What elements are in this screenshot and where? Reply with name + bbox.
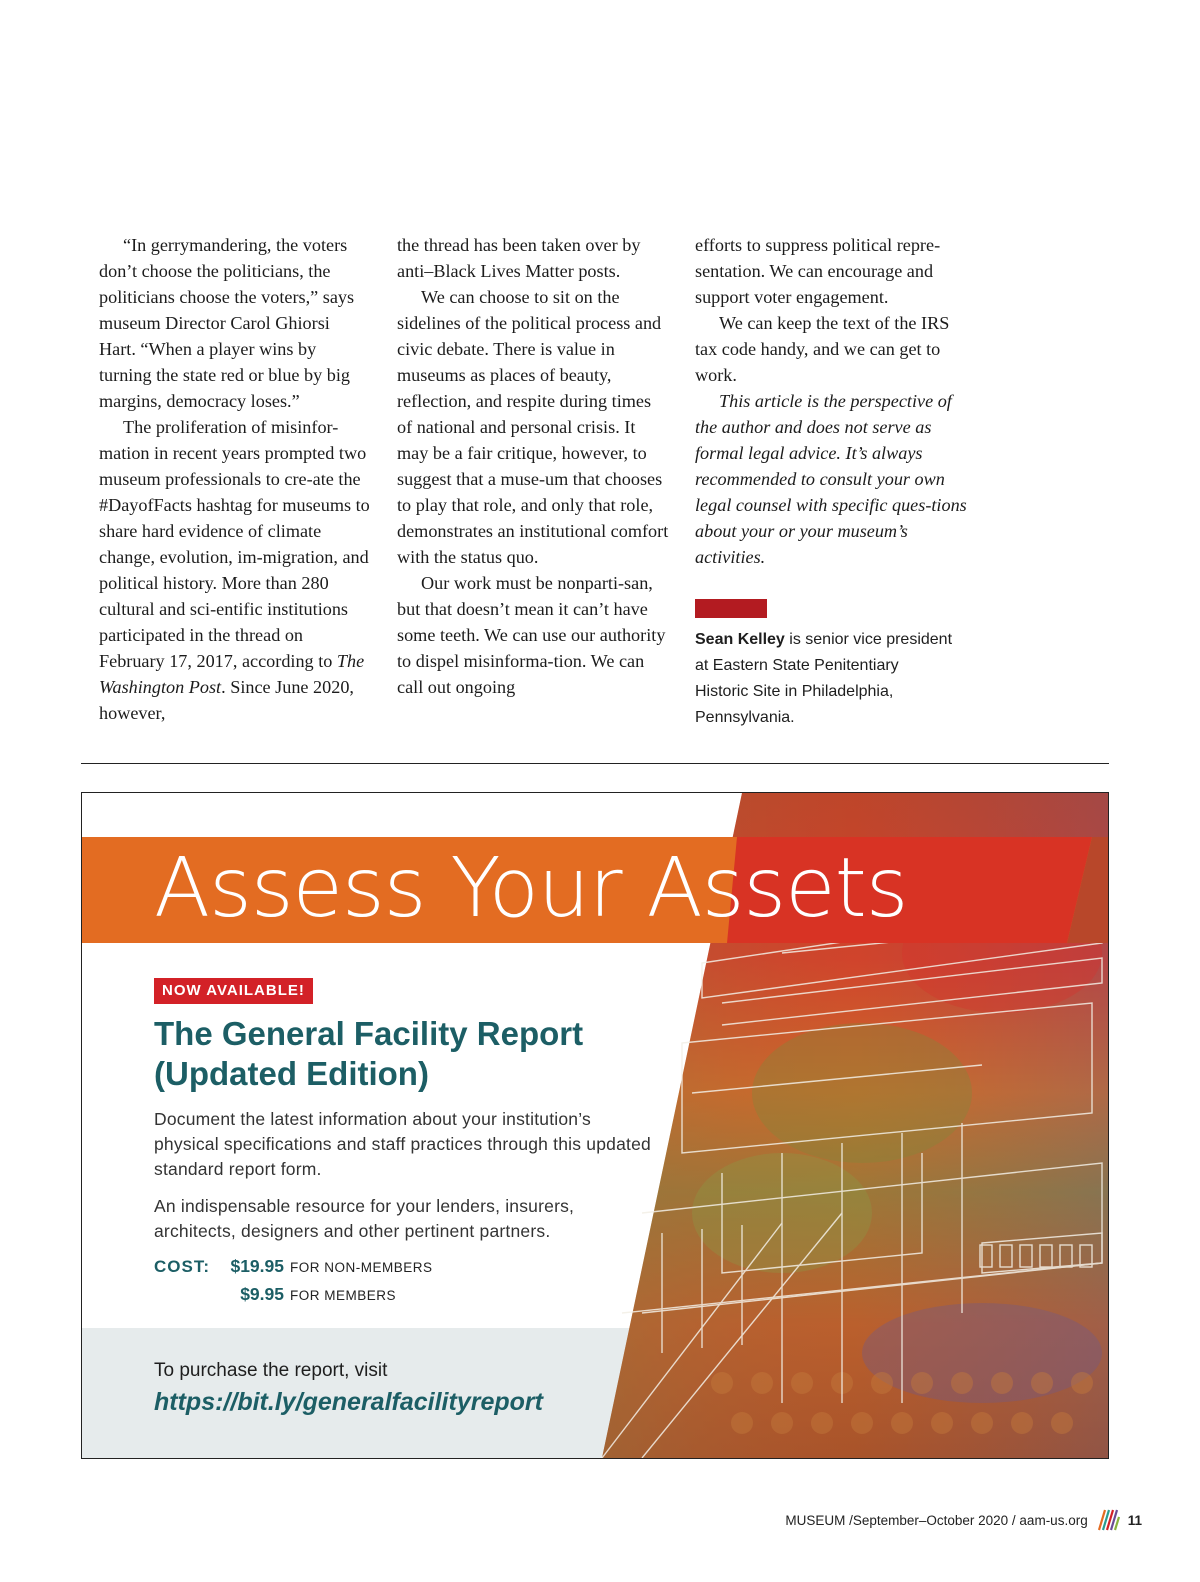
publication-title: The Washington Post [99,651,365,697]
cost-label: COST: [154,1257,210,1276]
price-member: $9.95 [240,1284,284,1304]
aam-logo-icon [1096,1508,1120,1532]
facility-report-ad [81,792,1109,1459]
purchase-link[interactable]: https://bit.ly/generalfacilityreport [154,1388,543,1416]
article-column-1 [99,232,371,726]
pricing [154,1253,433,1309]
author-bio: Sean Kelley is senior vice president at Eastern State Penitentiary Historic Site in Philadelphia, Pennsylvania. [695,631,953,726]
footer-text: MUSEUM /September–October 2020 / aam-us.org [785,1512,1088,1528]
bio-accent-bar [695,599,767,618]
paragraph: the thread has been taken over by anti–Black Lives Matter posts. [397,235,641,281]
disclaimer: This article is the perspective of the author and does not serve as formal legal advice. It’s always recommended to consult your own legal counsel with specific ques-tions about your or your museum’s activities. [695,391,967,567]
report-audience: An indispensable resource for your lenders, insurers, architects, designers and other pertinent partners. [154,1196,575,1241]
ad-headline: Assess Your Assets [154,841,908,936]
article-column-3 [695,232,967,570]
price-nonmember-label: FOR NON-MEMBERS [290,1260,433,1275]
paragraph: We can keep the text of the IRS tax code handy, and we can get to work. [695,313,950,385]
report-description: Document the latest information about your institution’s physical specifications and staff practices through this updated standard report form. [154,1109,651,1179]
purchase-prompt: To purchase the report, visit [154,1360,388,1381]
paragraph: The proliferation of misinfor-mation in recent years prompted two museum professionals to cre-ate the #DayofFacts hashtag for museums to share hard evidence of climate change, evolution, im-migration, and political history. More than 280 cultural and sci-entific institutions participated in the thread on February 17, 2017, according to The Washington Post. Since June 2020, however, [99,417,370,723]
page-footer [785,1508,1142,1532]
report-title: The General Facility Report (Updated Edition) [154,1015,584,1092]
paragraph: Our work must be nonparti-san, but that doesn’t mean it can’t have some teeth. We can use our authority to dispel misinforma-tion. We can call out ongoing [397,573,666,697]
paragraph: efforts to suppress political repre-sentation. We can encourage and support voter engagement. [695,235,941,307]
paragraph: We can choose to sit on the sidelines of the political process and civic debate. There is value in museums as places of beauty, reflection, and respite during times of national and personal crisis. It may be a fair critique, however, to suggest that a muse-um that chooses to play that role, and only that role, demonstrates an institutional comfort with the status quo. [397,287,669,567]
paragraph: “In gerrymandering, the voters don’t choose the politicians, the politicians choose the voters,” says museum Director Carol Ghiorsi Hart. “When a player wins by turning the state red or blue by big margins, democracy loses.” [99,235,355,411]
author-name: Sean Kelley [695,631,785,648]
price-member-row [154,1281,433,1309]
now-available-badge: NOW AVAILABLE! [154,978,313,1004]
price-member-label: FOR MEMBERS [290,1288,397,1303]
price-nonmember-row [154,1253,433,1281]
section-divider [81,763,1109,764]
price-nonmember: $19.95 [230,1256,284,1276]
page-number: 11 [1127,1512,1142,1528]
article-column-2 [397,232,669,700]
